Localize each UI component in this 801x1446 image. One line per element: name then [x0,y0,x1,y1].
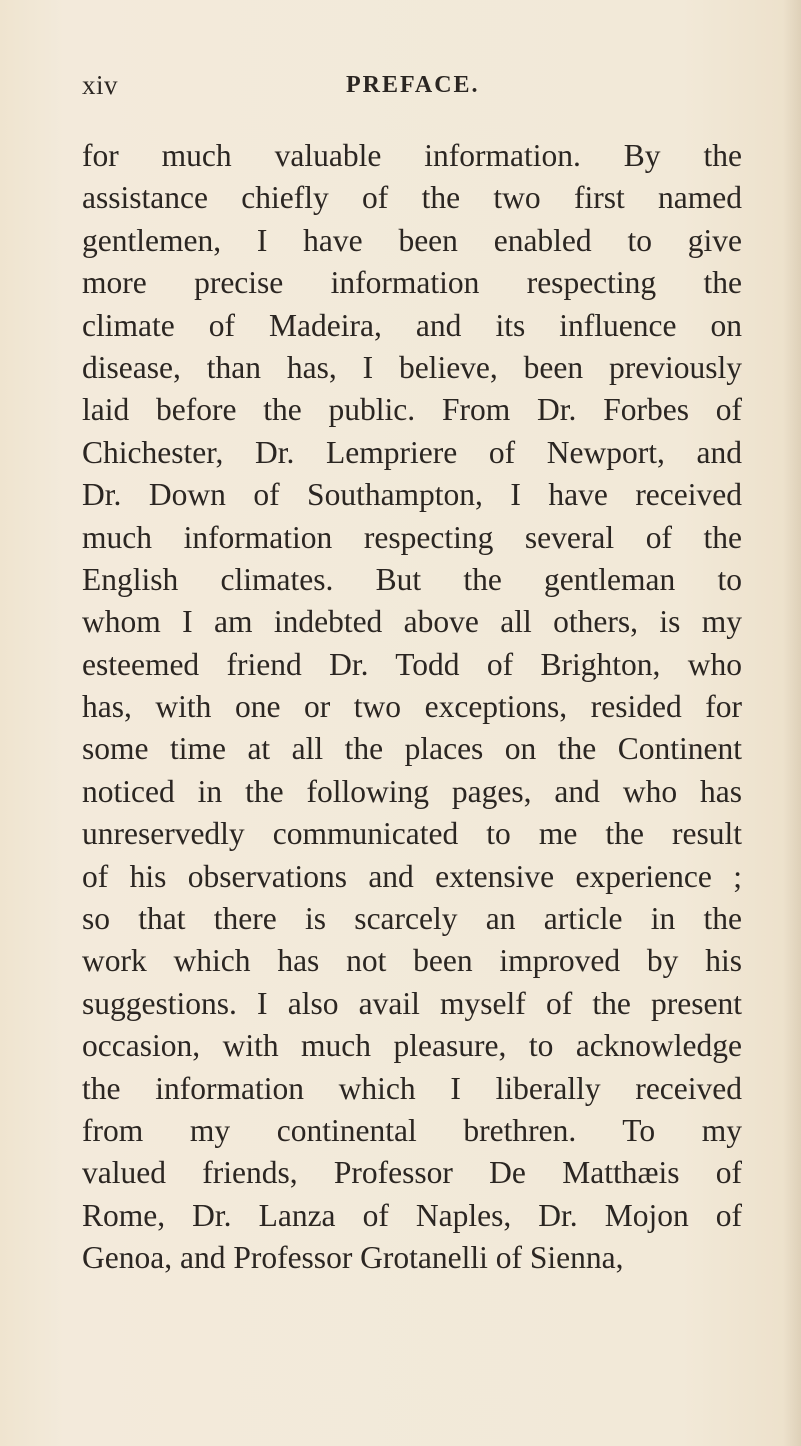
text-line: gentlemen, I have been enabled to give [82,222,742,258]
text-line: unreservedly communicated to me the result [82,816,742,852]
text-line: the information which I liberally received [82,1070,742,1106]
text-line: Chichester, Dr. Lempriere of Newport, and [82,434,742,470]
running-title: PREFACE. [346,72,480,98]
text-line: from my continental brethren. To my [82,1112,742,1148]
text-line: esteemed friend Dr. Todd of Brighton, who [82,646,742,682]
text-line: disease, than has, I believe, been previously [82,349,742,385]
page-number: xiv [82,70,119,100]
text-line: occasion, with much pleasure, to acknowledge [82,1028,742,1064]
text-line: Dr. Down of Southampton, I have received [82,477,742,513]
text-line: work which has not been improved by his [82,943,742,979]
text-line: suggestions. I also avail myself of the present [82,985,742,1021]
text-line: English climates. But the gentleman to [82,561,742,597]
text-line: so that there is scarcely an article in the [82,901,742,937]
text-line: laid before the public. From Dr. Forbes of [82,392,742,428]
text-line: assistance chiefly of the two first named [82,180,742,216]
text-line: for much valuable information. By the [82,138,742,173]
text-line: Genoa, and Professor Grotanelli of Sienna, [82,1240,624,1276]
text-line: more precise information respecting the [82,265,742,301]
text-line: valued friends, Professor De Matthæis of [82,1155,742,1191]
text-line: whom I am indebted above all others, is my [82,604,742,640]
page-edge-shadow [783,0,801,1446]
text-line: some time at all the places on the Continent [82,731,742,767]
text-line: noticed in the following pages, and who has [82,773,742,809]
text-line: has, with one or two exceptions, resided for [82,689,742,725]
page-header [82,70,742,106]
text-line: Rome, Dr. Lanza of Naples, Dr. Mojon of [82,1197,742,1233]
text-line: much information respecting several of the [82,519,742,555]
text-line: climate of Madeira, and its influence on [82,307,742,343]
body-text [82,135,742,1280]
text-line: of his observations and extensive experience ; [82,858,742,894]
